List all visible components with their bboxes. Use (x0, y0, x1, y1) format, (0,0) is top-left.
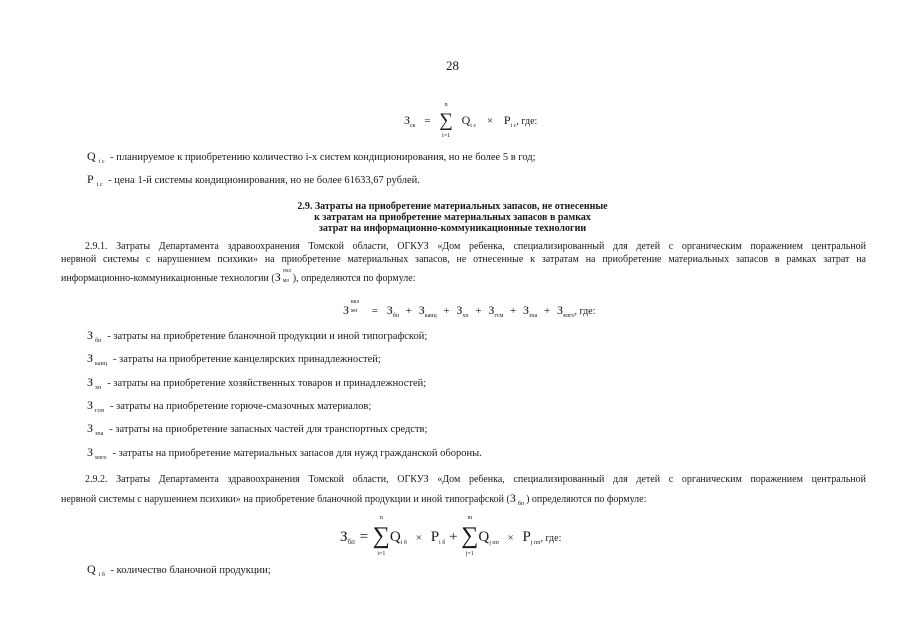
paragraph-text: ) определяются по формуле: (526, 494, 647, 505)
formula-subscript: бп (392, 313, 400, 319)
definition-subscript: i б (98, 572, 105, 578)
sum-lower-limit: i=1 (442, 133, 451, 139)
definition-symbol: З (87, 445, 94, 459)
times-sign: × (486, 115, 494, 127)
definition-subscript: бп (95, 338, 102, 344)
definition-symbol: З (87, 375, 94, 389)
section-heading (0, 201, 905, 234)
formula-symbol: P (430, 529, 440, 545)
formula-symbol: З (488, 303, 495, 317)
paragraph-line (61, 268, 866, 285)
paragraph-text: информационно-коммуникационные технологии ( (61, 273, 275, 284)
plus-sign: + (405, 305, 412, 317)
definition-subscript: i с (96, 182, 103, 188)
sum-upper-limit: n (444, 102, 448, 108)
plus-sign: + (475, 305, 482, 317)
formula-subscript: бп (347, 538, 355, 546)
definition-q-ib (87, 562, 271, 577)
definition-symbol: З (87, 421, 94, 435)
sum-operator (372, 515, 390, 557)
definition-p-ic (87, 172, 420, 187)
plus-sign: + (510, 305, 517, 317)
formula-subscript: канц (424, 313, 437, 319)
formula-symbol: З (418, 303, 425, 317)
sigma-icon: ∑ (439, 110, 453, 131)
formula-subscript: зпа (529, 313, 538, 319)
definition-text: - затраты на приобретение канцелярских принадлежностей; (112, 354, 381, 365)
definition-symbol: З (87, 328, 94, 342)
definition-text: - затраты на приобретение материальных запасов для нужд гражданской обороны. (112, 448, 482, 459)
definition-subscript: i с (98, 159, 105, 165)
paragraph-line: нервной системы с нарушением психики» на приобретение материальных запасов, не отнесенные к затратам на приобретение материальных запасов в рамках затрат на (61, 254, 866, 265)
formula-subscript: ск (410, 123, 416, 129)
sigma-icon: ∑ (372, 523, 390, 549)
heading-line: к затратам на приобретение материальных запасов в рамках (314, 212, 591, 223)
paragraph-line: 2.9.1. Затраты Департамента здравоохранения Томской области, ОГКУЗ «Дом ребенка, специализированный для детей с органическим поражением центральной (85, 241, 866, 252)
equals-sign: = (359, 529, 369, 545)
formula-symbol: З (386, 303, 393, 317)
formula-tail: , где: (540, 533, 562, 544)
sigma-icon: ∑ (461, 523, 479, 549)
definition-subscript: мзго (95, 455, 107, 461)
inline-subscript: бп (517, 501, 525, 507)
inline-symbol: З (274, 270, 281, 284)
inline-subscript: мз (282, 278, 289, 284)
inline-superscript: охз (282, 268, 291, 274)
equals-sign: = (371, 305, 378, 317)
sum-upper-limit: m (467, 515, 473, 521)
definition-q-ic (87, 149, 536, 164)
times-sign: × (415, 532, 422, 544)
definition-z-zpa (87, 421, 427, 436)
formula-air-conditioning (404, 102, 538, 139)
formula-subscript: i б (439, 540, 446, 546)
formula-symbol: З (343, 303, 350, 317)
definition-symbol: Q (87, 149, 96, 163)
paragraph-2-9-2 (61, 474, 866, 507)
formula-subscript: j пп (489, 540, 499, 546)
equals-sign: = (424, 115, 431, 127)
definition-symbol: З (87, 351, 94, 365)
paragraph-line (61, 492, 866, 507)
definition-subscript: зпа (95, 431, 104, 437)
definition-z-gsm (87, 398, 371, 413)
paragraph-2-9-1 (61, 241, 866, 285)
formula-superscript: ккз (351, 299, 360, 305)
sum-upper-limit: n (379, 515, 383, 521)
paragraph-line: 2.9.2. Затраты Департамента здравоохранения Томской области, ОГКУЗ «Дом ребенка, специализированный для детей с органическим поражением центральной (85, 474, 866, 485)
times-sign: × (507, 532, 514, 544)
formula-subscript: i б (400, 540, 407, 546)
formula-subscript: мзго (563, 313, 575, 319)
page-number: 28 (446, 58, 459, 73)
formula-symbol: З (340, 529, 348, 545)
sum-operator (439, 102, 453, 139)
sum-operator (461, 515, 479, 557)
definition-z-hp (87, 375, 426, 390)
definition-text: - количество бланочной продукции; (110, 565, 271, 576)
definition-symbol: P (87, 172, 94, 186)
definition-text: - цена 1-й системы кондиционирования, но не более 61633,67 рублей. (108, 175, 420, 186)
sum-lower-limit: j=1 (465, 551, 474, 557)
definition-symbol: З (87, 398, 94, 412)
definition-subscript: гсм (95, 408, 104, 414)
definition-text: - затраты на приобретение горюче-смазочных материалов; (109, 401, 372, 412)
formula-symbol: З (556, 303, 563, 317)
heading-line: 2.9. Затраты на приобретение материальных запасов, не отнесенные (297, 201, 608, 212)
definition-text: - затраты на приобретение бланочной продукции и иной типографской; (107, 331, 428, 342)
paragraph-text: ), определяются по формуле: (292, 273, 416, 284)
plus-sign: + (544, 305, 551, 317)
formula-subscript: хп (462, 313, 469, 319)
definition-subscript: канц (95, 361, 107, 367)
definition-z-kanc (87, 351, 381, 366)
inline-symbol: З (509, 491, 516, 505)
paragraph-text: нервной системы с нарушением психики» на приобретение бланочной продукции и иной типографской ( (61, 494, 510, 505)
formula-subscript: мз (351, 308, 358, 314)
formula-symbol: З (523, 303, 530, 317)
formula-tail: , где: (516, 116, 538, 127)
sum-lower-limit: i=1 (377, 551, 386, 557)
plus-sign: + (449, 529, 458, 545)
formula-symbol: Q (461, 113, 471, 127)
formula-subscript: j пп (530, 540, 541, 546)
formula-printed-forms (340, 515, 562, 557)
definition-text: - затраты на приобретение запасных частей для транспортных средств; (109, 424, 428, 435)
formula-symbol: Q (389, 529, 401, 545)
formula-symbol: З (456, 303, 463, 317)
formula-subscript: гсм (494, 313, 504, 319)
formula-symbol: P (503, 113, 511, 127)
formula-symbol: Q (478, 529, 490, 545)
definition-text: - планируемое к приобретению количество i-х систем кондиционирования, но не более 5 в год; (110, 152, 536, 163)
definition-text: - затраты на приобретение хозяйственных товаров и принадлежностей; (107, 378, 427, 389)
definition-z-mzgo (87, 445, 482, 460)
formula-symbol: З (404, 113, 411, 127)
formula-symbol: P (522, 529, 531, 545)
definition-subscript: хп (95, 385, 102, 391)
definition-z-bp (87, 328, 427, 343)
definition-symbol: Q (87, 562, 96, 576)
formula-subscript: i с (470, 123, 477, 129)
formula-material-stocks (343, 299, 596, 319)
formula-tail: , где: (574, 306, 596, 317)
heading-line: затрат на информационно-коммуникационные технологии (318, 223, 587, 234)
formula-subscript: i с (510, 123, 517, 129)
plus-sign: + (443, 305, 450, 317)
